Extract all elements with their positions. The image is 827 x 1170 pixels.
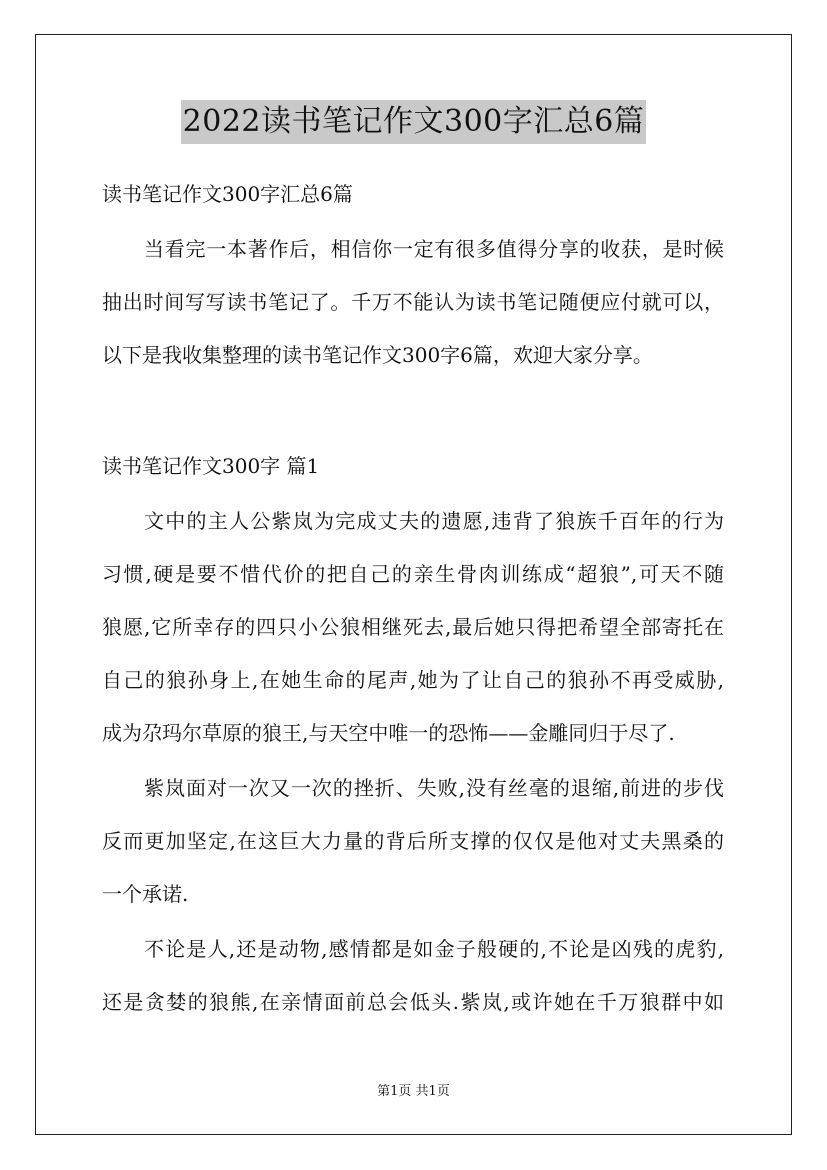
- paragraph-line: 习惯,硬是要不惜代价的把自己的亲生骨肉训练成“超狼”,可天不随: [102, 562, 724, 586]
- paragraph-line: 不论是人,还是动物,感情都是如金子般硬的,不论是凶残的虎豹,: [144, 937, 724, 961]
- paragraph-line: 一个承诺.: [102, 882, 189, 906]
- intro-line: 以下是我收集整理的读书笔记作文300字6篇，欢迎大家分享。: [102, 343, 653, 367]
- paragraph-line: 文中的主人公紫岚为完成丈夫的遗愿,违背了狼族千百年的行为: [144, 509, 724, 533]
- paragraph-line: 自己的狼孙身上,在她生命的尾声,她为了让自己的狼孙不再受威胁,: [102, 668, 724, 692]
- title-container: [0, 100, 827, 144]
- paragraph-line: 反而更加坚定,在这巨大力量的背后所支撑的仅仅是他对丈夫黑桑的: [102, 829, 724, 853]
- intro-line: 抽出时间写写读书笔记了。千万不能认为读书笔记随便应付就可以，: [102, 290, 724, 314]
- document-title: 2022读书笔记作文300字汇总6篇: [181, 100, 647, 144]
- paragraph-line: 成为尕玛尔草原的狼王,与天空中唯一的恐怖——金雕同归于尽了.: [102, 721, 675, 745]
- paragraph-line: 还是贪婪的狼熊,在亲情面前总会低头.紫岚,或许她在千万狼群中如: [102, 990, 724, 1014]
- paragraph-line: 狼愿,它所幸存的四只小公狼相继死去,最后她只得把希望全部寄托在: [102, 615, 724, 639]
- paragraph-line: 紫岚面对一次又一次的挫折、失败,没有丝毫的退缩,前进的步伐: [144, 776, 724, 800]
- page-number-footer: 第1页 共1页: [377, 1084, 450, 1099]
- document-subtitle: 读书笔记作文300字汇总6篇: [102, 182, 353, 206]
- intro-line: 当看完一本著作后，相信你一定有很多值得分享的收获，是时候: [144, 237, 724, 261]
- section-heading: 读书笔记作文300字 篇1: [102, 454, 320, 478]
